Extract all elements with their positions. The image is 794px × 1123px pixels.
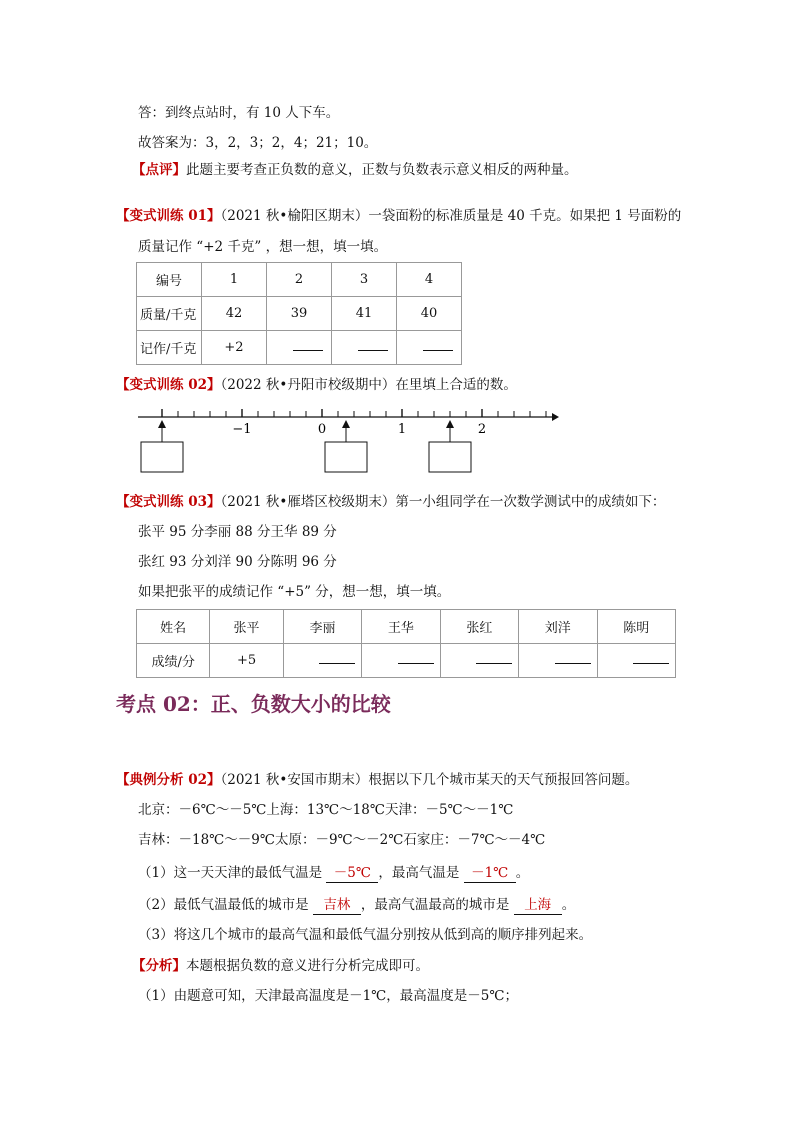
ex1-table — [136, 262, 462, 365]
ex4-text: （2021 秋•安国市期末）根据以下几个城市某天的天气预报回答问题。 — [220, 772, 639, 788]
q1-answer-2: －1℃ — [464, 864, 516, 883]
answer-blank[interactable] — [283, 644, 361, 678]
review-line — [132, 161, 578, 179]
answer-blank[interactable] — [440, 644, 518, 678]
q2-text-mid: ，最高气温最高的城市是 — [360, 897, 514, 913]
number-line-ticks — [162, 409, 560, 417]
ex4-weather-1: 北京：－6℃～－5℃上海：13℃～18℃天津：－5℃～－1℃ — [138, 802, 514, 818]
number-line-label: −1 — [232, 422, 252, 437]
number-line-answer-boxes — [141, 420, 471, 472]
table-cell: 1 — [202, 263, 267, 297]
table-row — [137, 297, 462, 331]
answer-blank[interactable] — [267, 331, 332, 365]
table-cell: 陈明 — [597, 610, 676, 644]
table-cell: 编号 — [137, 263, 202, 297]
table-cell: 4 — [397, 263, 462, 297]
analysis-tag: 【分析】 — [132, 958, 186, 974]
ex2-text: （2022 秋•丹阳市校级期中）在里填上合适的数。 — [220, 377, 517, 393]
ex4-q1 — [138, 864, 529, 883]
number-line-answer-box[interactable] — [325, 420, 367, 472]
ex3-instruction: 如果把张平的成绩记作 “+5” 分，想一想，填一填。 — [138, 584, 451, 600]
review-text: 此题主要考查正负数的意义，正数与负数表示意义相反的两种量。 — [186, 162, 578, 178]
answer-summary: 故答案为：3，2，3；2，4；21；10。 — [138, 135, 378, 151]
table-cell: 质量/千克 — [137, 297, 202, 331]
table-cell: 42 — [202, 297, 267, 331]
ex4-line — [116, 771, 638, 789]
ex1-text1: （2021 秋•榆阳区期末）一袋面粉的标准质量是 40 千克。如果把 1 号面粉的 — [220, 208, 682, 224]
number-line-label: 1 — [397, 422, 407, 437]
ex3-tag: 【变式训练 03】 — [116, 494, 221, 510]
q2-text-end: 。 — [561, 897, 576, 913]
q1-answer-1: －5℃ — [326, 864, 378, 883]
q2-answer-1: 吉林 — [313, 896, 361, 915]
table-row — [137, 263, 462, 297]
table-cell: 成绩/分 — [137, 644, 210, 678]
answer-blank[interactable] — [597, 644, 676, 678]
table-cell: 李丽 — [283, 610, 361, 644]
analysis-text: 本题根据负数的意义进行分析完成即可。 — [186, 958, 429, 974]
table-cell: 张平 — [210, 610, 283, 644]
table-cell: 姓名 — [137, 610, 210, 644]
ex4-solution: （1）由题意可知，天津最高温度是－1℃，最高温度是－5℃； — [138, 988, 518, 1004]
ex4-weather-2: 吉林：－18℃～－9℃太原：－9℃～－2℃石家庄：－7℃～－4℃ — [138, 832, 546, 848]
ex2-line — [116, 376, 517, 394]
table-cell: 记作/千克 — [137, 331, 202, 365]
q2-answer-2: 上海 — [514, 896, 562, 915]
review-tag: 【点评】 — [132, 162, 186, 178]
number-line-answer-box[interactable] — [429, 420, 471, 472]
number-line-answer-box[interactable] — [141, 420, 183, 472]
ex1-line1 — [116, 207, 681, 225]
ex4-analysis — [132, 957, 429, 975]
ex3-line — [116, 493, 665, 511]
ex3-scores-1: 张平 95 分李丽 88 分王华 89 分 — [138, 524, 337, 540]
ex2-tag: 【变式训练 02】 — [116, 377, 221, 393]
table-row — [137, 331, 462, 365]
number-line-label: 0 — [317, 422, 327, 437]
table-cell: 2 — [267, 263, 332, 297]
number-line-label: 2 — [477, 422, 487, 437]
answer-line: 答：到终点站时，有 10 人下车。 — [138, 105, 340, 121]
ex4-q3: （3）将这几个城市的最高气温和最低气温分别按从低到高的顺序排列起来。 — [138, 927, 593, 943]
number-line-arrowhead — [552, 413, 559, 421]
ex1-tag: 【变式训练 01】 — [116, 208, 221, 224]
q1-text: （1）这一天天津的最低气温是 — [138, 865, 327, 881]
table-row — [137, 644, 676, 678]
table-cell: 40 — [397, 297, 462, 331]
answer-blank[interactable] — [362, 644, 440, 678]
table-cell: 3 — [332, 263, 397, 297]
ex3-text: （2021 秋•雁塔区校级期末）第一小组同学在一次数学测试中的成绩如下： — [220, 494, 666, 510]
ex4-q2 — [138, 896, 575, 915]
q1-text-mid: ，最高气温是 — [378, 865, 464, 881]
table-row — [137, 610, 676, 644]
table-cell: 王华 — [362, 610, 440, 644]
table-cell: 刘洋 — [519, 610, 597, 644]
table-cell: 41 — [332, 297, 397, 331]
q1-text-end: 。 — [515, 865, 530, 881]
answer-blank[interactable] — [332, 331, 397, 365]
table-cell: 张红 — [440, 610, 518, 644]
table-cell: +2 — [202, 331, 267, 365]
number-line — [138, 402, 560, 482]
ex3-scores-2: 张红 93 分刘洋 90 分陈明 96 分 — [138, 554, 337, 570]
ex3-table — [136, 609, 676, 678]
table-cell: 39 — [267, 297, 332, 331]
table-cell: +5 — [210, 644, 283, 678]
section-heading: 考点 02：正、负数大小的比较 — [116, 692, 391, 716]
answer-blank[interactable] — [397, 331, 462, 365]
answer-blank[interactable] — [519, 644, 597, 678]
ex4-tag: 【典例分析 02】 — [116, 772, 221, 788]
q2-text: （2）最低气温最低的城市是 — [138, 897, 313, 913]
ex1-line2: 质量记作 “+2 千克” ，想一想，填一填。 — [138, 239, 388, 255]
